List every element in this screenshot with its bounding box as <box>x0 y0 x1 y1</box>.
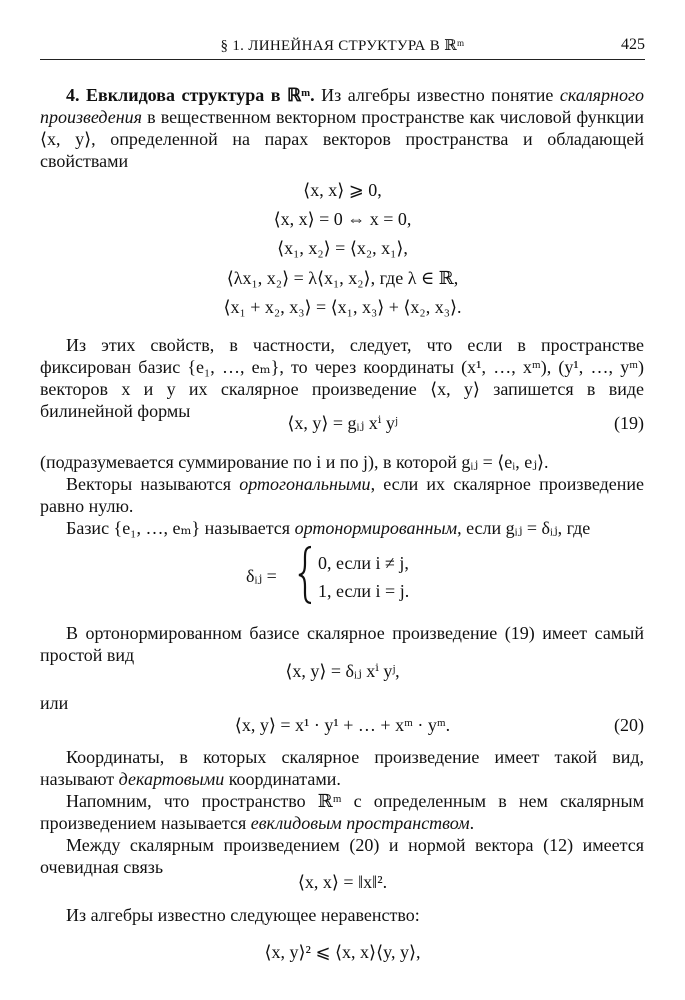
term-cartesian: декартовыми <box>118 769 225 789</box>
page-number: 425 <box>621 36 645 53</box>
paragraph-simple-form: В ортонормированном базисе скалярное произведение (19) имеет самый простой вид <box>40 623 644 665</box>
paragraph-basis: Из этих свойств, в частности, следует, что если в пространстве фиксирован базис {e₁, …, eₘ}, то через координаты (x¹, …, xᵐ), (y¹, …, yᵐ) векторов x и y их скалярное произведение ⟨x, y⟩ запишется в виде билинейной формы <box>40 335 644 421</box>
property-homogeneity: ⟨λx₁, x₂⟩ = λ⟨x₁, x₂⟩, где λ ∈ ℝ, <box>226 268 459 288</box>
word-or: или <box>40 693 69 713</box>
term-orthogonal: ортогональными <box>239 474 371 494</box>
term-scalar-product: скалярного произведения <box>40 85 644 127</box>
kronecker-case-equal: 1, если i = j. <box>318 581 410 601</box>
paragraph-euclidean-structure: 4. Евклидова структура в ℝᵐ. Из алгебры известно понятие скалярного произведения в вещественном векторном пространстве как числовой функции ⟨x, y⟩, определенной на парах векторов пространства и обладающей свойствами <box>40 85 644 171</box>
property-symmetry: ⟨x₁, x₂⟩ = ⟨x₂, x₁⟩, <box>277 238 408 258</box>
paragraph-orthogonal: Векторы называются ортогональными, если их скалярное произведение равно нулю. <box>40 474 644 516</box>
left-brace-icon <box>296 545 316 605</box>
header-rule <box>40 59 645 60</box>
property-zero: ⟨x, x⟩ = 0 ⇔ x = 0, <box>273 209 412 229</box>
kronecker-case-unequal: 0, если i ≠ j, <box>318 553 409 573</box>
equation-cauchy-schwarz: ⟨x, y⟩² ⩽ ⟨x, x⟩⟨y, y⟩, <box>264 942 421 962</box>
equation-number-19: (19) <box>614 413 644 433</box>
paragraph-orthonormal: Базис {e₁, …, eₘ} называется ортонормированным, если gᵢⱼ = δᵢⱼ, где <box>66 518 591 538</box>
equation-number-20: (20) <box>614 715 644 735</box>
paragraph-cartesian: Координаты, в которых скалярное произведение имеет такой вид, называют декартовыми координатами. <box>40 747 644 789</box>
equation-simple: ⟨x, y⟩ = δᵢⱼ xⁱ yʲ, <box>285 661 400 681</box>
paragraph-norm-relation: Между скалярным произведением (20) и нормой вектора (12) имеется очевидная связь <box>40 835 644 877</box>
kronecker-lhs: δᵢⱼ = <box>246 566 277 586</box>
paragraph-summation: (подразумевается суммирование по i и по j), в которой gᵢⱼ = ⟨eᵢ, eⱼ⟩. <box>40 452 549 472</box>
equation-20: ⟨x, y⟩ = x¹ · y¹ + … + xᵐ · yᵐ. <box>234 715 451 735</box>
paragraph-inequality-intro: Из алгебры известно следующее неравенство: <box>66 905 420 925</box>
running-header <box>40 36 645 56</box>
section-title: § 1. ЛИНЕЙНАЯ СТРУКТУРА В ℝᵐ <box>220 38 465 54</box>
property-positivity: ⟨x, x⟩ ⩾ 0, <box>303 180 382 200</box>
property-additivity: ⟨x₁ + x₂, x₃⟩ = ⟨x₁, x₃⟩ + ⟨x₂, x₃⟩. <box>223 297 462 317</box>
equation-19: ⟨x, y⟩ = gᵢⱼ xⁱ yʲ <box>287 413 398 433</box>
term-euclidean-space: евклидовым пространством <box>250 813 470 833</box>
term-orthonormal: ортонормированным <box>294 518 458 538</box>
subsection-heading: 4. Евклидова структура в ℝᵐ. <box>66 85 315 105</box>
paragraph-euclidean-space: Напомним, что пространство ℝᵐ с определенным в нем скалярным произведением называется евклидовым пространством. <box>40 791 644 833</box>
equation-norm: ⟨x, x⟩ = ‖x‖². <box>297 872 388 892</box>
